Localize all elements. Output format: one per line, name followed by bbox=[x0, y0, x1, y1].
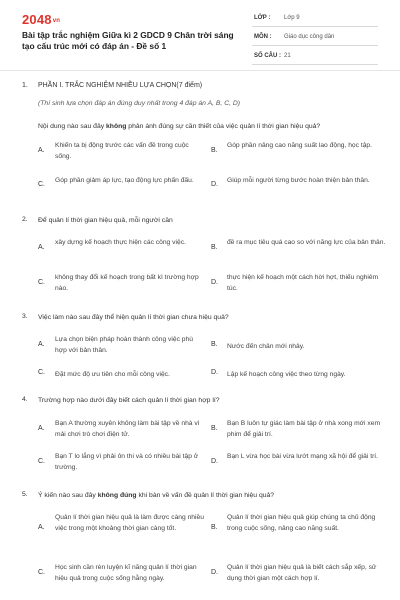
meta-value: 21 bbox=[284, 53, 291, 59]
question-text-part: Trường hợp nào dưới đây biết cách quản lí thời gian hợp lí? bbox=[38, 397, 220, 404]
question-text bbox=[38, 396, 383, 406]
option-text[interactable]: Quản lí thời gian hiệu quả giúp chúng ta chủ động trong cuộc sống, nâng cao năng suất. bbox=[227, 514, 376, 532]
option-letter[interactable]: D. bbox=[211, 458, 218, 465]
question-text bbox=[38, 122, 383, 132]
option-text[interactable]: Quản lí thời gian hiệu quả là làm được càng nhiều việc trong một khoảng thời gian càng tốt. bbox=[55, 514, 204, 532]
question-text bbox=[38, 313, 383, 323]
question-text-part: Nội dung nào sau đây bbox=[38, 123, 107, 130]
site-logo[interactable] bbox=[22, 12, 60, 27]
question-text bbox=[38, 491, 388, 501]
option-text[interactable]: Đặt mức độ ưu tiên cho mỗi công việc. bbox=[55, 371, 170, 378]
question-number: 5. bbox=[22, 491, 28, 498]
logo-text: 2048 bbox=[22, 12, 52, 27]
option-letter[interactable]: C. bbox=[38, 569, 45, 576]
option-letter[interactable]: B. bbox=[211, 341, 218, 348]
option-letter[interactable]: B. bbox=[211, 425, 218, 432]
meta-label: LỚP : bbox=[254, 15, 271, 21]
section-instruction: (Thí sinh lựa chọn đáp án đúng duy nhất trong 4 đáp án A, B, C, D) bbox=[38, 100, 241, 107]
logo-suffix: vn bbox=[52, 17, 61, 24]
option-text[interactable]: Góp phần nâng cao năng suất lao động, học tập. bbox=[227, 142, 373, 149]
option-letter[interactable]: A. bbox=[38, 425, 45, 432]
option-text[interactable]: không thay đổi kế hoạch trong bất kì trường hợp nào. bbox=[55, 274, 199, 292]
question-text-part: phản ánh đúng sự cần thiết của việc quản lí thời gian hiệu quả? bbox=[126, 123, 321, 130]
option-text[interactable]: xây dựng kế hoạch thực hiện các công việc. bbox=[55, 239, 186, 246]
question-text-part: Ý kiến nào sau đây bbox=[38, 492, 98, 499]
meta-row-count bbox=[252, 48, 378, 65]
option-text[interactable]: Bạn T lo lắng vì phải ôn thi và có nhiều bài tập ở trường. bbox=[55, 453, 199, 471]
option-letter[interactable]: A. bbox=[38, 341, 45, 348]
option-letter[interactable]: C. bbox=[38, 181, 45, 188]
option-text[interactable]: Nước đến chân mới nhảy. bbox=[227, 343, 305, 350]
section-number: 1. bbox=[22, 82, 28, 89]
section-title: PHẦN I. TRẮC NGHIỆM NHIỀU LỰA CHỌN(7 điểm) bbox=[37, 82, 203, 89]
meta-value: Giáo dục công dân bbox=[284, 34, 335, 40]
question-text bbox=[38, 216, 383, 226]
question-emphasis: không bbox=[106, 123, 127, 130]
question-number: 3. bbox=[22, 313, 28, 320]
option-text[interactable]: Góp phần giảm áp lực, tạo động lực phấn đấu. bbox=[55, 177, 194, 184]
option-text[interactable]: Khiến ta bị động trước các vấn đề trong cuộc sống. bbox=[55, 142, 189, 160]
question-text-part: Để quản lí thời gian hiệu quả, mỗi người cần bbox=[38, 217, 173, 224]
option-text[interactable]: Quản lí thời gian hiệu quả là biết cách sắp xếp, sử dụng thời gian một cách hợp lí. bbox=[227, 564, 377, 582]
question-number: 4. bbox=[22, 396, 28, 403]
option-letter[interactable]: B. bbox=[211, 147, 218, 154]
option-letter[interactable]: D. bbox=[211, 279, 218, 286]
option-text[interactable]: thực hiện kế hoạch một cách hời hợt, thiếu nghiêm túc. bbox=[227, 274, 379, 292]
option-letter[interactable]: C. bbox=[38, 369, 45, 376]
document-header bbox=[0, 0, 400, 72]
option-letter[interactable]: D. bbox=[211, 369, 218, 376]
option-letter[interactable]: D. bbox=[211, 181, 218, 188]
meta-row-class bbox=[252, 10, 378, 27]
option-text[interactable]: Lựa chọn biện pháp hoàn thành công việc phù hợp với bản thân. bbox=[55, 336, 193, 354]
option-letter[interactable]: A. bbox=[38, 147, 45, 154]
question-number: 2. bbox=[22, 216, 28, 223]
meta-label: SỐ CÂU : bbox=[254, 53, 281, 59]
question-emphasis: không đúng bbox=[97, 492, 137, 499]
header-divider bbox=[0, 70, 400, 71]
option-letter[interactable]: C. bbox=[38, 458, 45, 465]
option-text[interactable]: Lập kế hoạch công việc theo từng ngày. bbox=[227, 371, 346, 378]
option-text[interactable]: Bạn B luôn tự giác làm bài tập ở nhà xong mới xem phim để giải trí. bbox=[227, 420, 381, 438]
section-heading bbox=[22, 82, 202, 89]
option-letter[interactable]: B. bbox=[211, 244, 218, 251]
option-text[interactable]: Giúp mỗi người từng bước hoàn thiện bản thân. bbox=[227, 177, 370, 184]
question-text-part: khi bàn về vấn đề quản lí thời gian hiệu quả? bbox=[136, 492, 275, 499]
option-text[interactable]: đề ra mục tiêu quá cao so với năng lực của bản thân. bbox=[227, 239, 386, 246]
option-letter[interactable]: D. bbox=[211, 569, 218, 576]
meta-value: Lớp 9 bbox=[284, 15, 300, 21]
option-letter[interactable]: B. bbox=[211, 524, 218, 531]
option-text[interactable]: Học sinh cần rèn luyện kĩ năng quản lí thời gian hiệu quả trong cuộc sống hằng ngày. bbox=[55, 564, 197, 582]
option-letter[interactable]: A. bbox=[38, 524, 45, 531]
meta-row-subject bbox=[252, 29, 378, 46]
option-letter[interactable]: C. bbox=[38, 279, 45, 286]
option-letter[interactable]: A. bbox=[38, 244, 45, 251]
meta-label: MÔN : bbox=[254, 34, 272, 40]
meta-panel bbox=[252, 10, 378, 67]
question-text-part: Việc làm nào sau đây thể hiện quản lí thời gian chưa hiệu quả? bbox=[38, 314, 229, 321]
document-title: Bài tập trắc nghiệm Giữa kì 2 GDCD 9 Chân trời sáng tạo cấu trúc mới có đáp án - Đề số 1 bbox=[22, 30, 234, 51]
option-text[interactable]: Bạn L vừa học bài vừa lướt mạng xã hội để giải trí. bbox=[227, 453, 379, 460]
option-text[interactable]: Bạn A thường xuyên không làm bài tập về nhà vì mải chơi trò chơi điện tử. bbox=[55, 420, 200, 438]
